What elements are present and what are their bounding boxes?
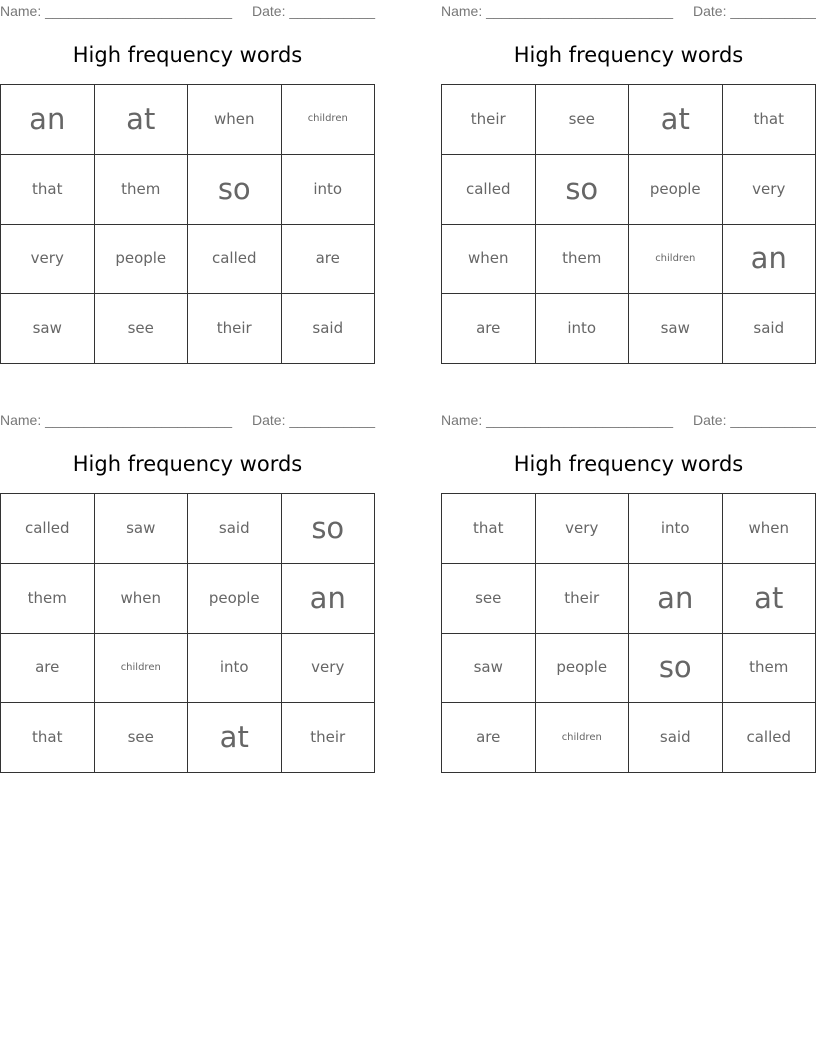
word-cell: at	[95, 85, 189, 155]
word-cell: children	[629, 225, 723, 295]
word-cell: that	[442, 494, 536, 564]
word-grid	[0, 84, 375, 364]
word-cell: at	[723, 564, 816, 634]
bingo-card-2	[441, 1, 816, 376]
word-cell: are	[1, 634, 95, 704]
card-title: High frequency words	[72, 452, 303, 476]
card-header	[0, 3, 375, 19]
word-cell: them	[1, 564, 95, 634]
word-cell: that	[1, 155, 95, 225]
word-cell: are	[442, 703, 536, 773]
word-grid	[441, 493, 816, 773]
word-cell: see	[536, 85, 630, 155]
word-cell: so	[188, 155, 282, 225]
word-cell: so	[536, 155, 630, 225]
word-cell: said	[723, 294, 816, 364]
word-cell: an	[282, 564, 376, 634]
word-cell: people	[95, 225, 189, 295]
word-cell: into	[188, 634, 282, 704]
word-cell: saw	[629, 294, 723, 364]
word-cell: saw	[95, 494, 189, 564]
date-field-label: Date: ___________	[252, 412, 375, 428]
word-cell: children	[95, 634, 189, 704]
word-cell: called	[188, 225, 282, 295]
word-cell: said	[629, 703, 723, 773]
word-cell: see	[95, 703, 189, 773]
word-cell: very	[1, 225, 95, 295]
word-cell: an	[723, 225, 816, 295]
word-cell: at	[629, 85, 723, 155]
bingo-card-3	[0, 410, 375, 785]
word-cell: so	[629, 634, 723, 704]
name-field-label: Name: ________________________	[441, 412, 673, 428]
card-title: High frequency words	[513, 43, 744, 67]
bingo-card-1	[0, 1, 375, 376]
word-cell: are	[282, 225, 376, 295]
word-cell: them	[723, 634, 816, 704]
word-cell: said	[282, 294, 376, 364]
word-cell: at	[188, 703, 282, 773]
card-title: High frequency words	[72, 43, 303, 67]
word-grid	[441, 84, 816, 364]
word-cell: very	[536, 494, 630, 564]
word-cell: people	[188, 564, 282, 634]
date-field-label: Date: ___________	[252, 3, 375, 19]
word-cell: when	[442, 225, 536, 295]
word-cell: an	[1, 85, 95, 155]
word-cell: children	[536, 703, 630, 773]
word-cell: into	[536, 294, 630, 364]
word-cell: into	[629, 494, 723, 564]
word-cell: called	[442, 155, 536, 225]
card-header	[441, 3, 816, 19]
word-cell: their	[442, 85, 536, 155]
word-cell: very	[723, 155, 816, 225]
word-cell: see	[95, 294, 189, 364]
word-cell: their	[536, 564, 630, 634]
name-field-label: Name: ________________________	[0, 412, 232, 428]
name-field-label: Name: ________________________	[441, 3, 673, 19]
name-field-label: Name: ________________________	[0, 3, 232, 19]
bingo-card-4	[441, 410, 816, 785]
word-cell: are	[442, 294, 536, 364]
card-header	[441, 412, 816, 428]
word-cell: when	[723, 494, 816, 564]
word-cell: them	[536, 225, 630, 295]
word-cell: said	[188, 494, 282, 564]
word-cell: very	[282, 634, 376, 704]
word-cell: saw	[442, 634, 536, 704]
word-cell: into	[282, 155, 376, 225]
date-field-label: Date: ___________	[693, 412, 816, 428]
word-cell: their	[282, 703, 376, 773]
word-cell: called	[1, 494, 95, 564]
word-cell: them	[95, 155, 189, 225]
date-field-label: Date: ___________	[693, 3, 816, 19]
word-cell: see	[442, 564, 536, 634]
word-cell: so	[282, 494, 376, 564]
word-cell: people	[629, 155, 723, 225]
word-cell: saw	[1, 294, 95, 364]
word-cell: that	[723, 85, 816, 155]
card-header	[0, 412, 375, 428]
word-cell: children	[282, 85, 376, 155]
word-cell: called	[723, 703, 816, 773]
word-cell: their	[188, 294, 282, 364]
word-cell: that	[1, 703, 95, 773]
card-title: High frequency words	[513, 452, 744, 476]
word-cell: when	[95, 564, 189, 634]
word-cell: an	[629, 564, 723, 634]
word-cell: when	[188, 85, 282, 155]
word-grid	[0, 493, 375, 773]
word-cell: people	[536, 634, 630, 704]
